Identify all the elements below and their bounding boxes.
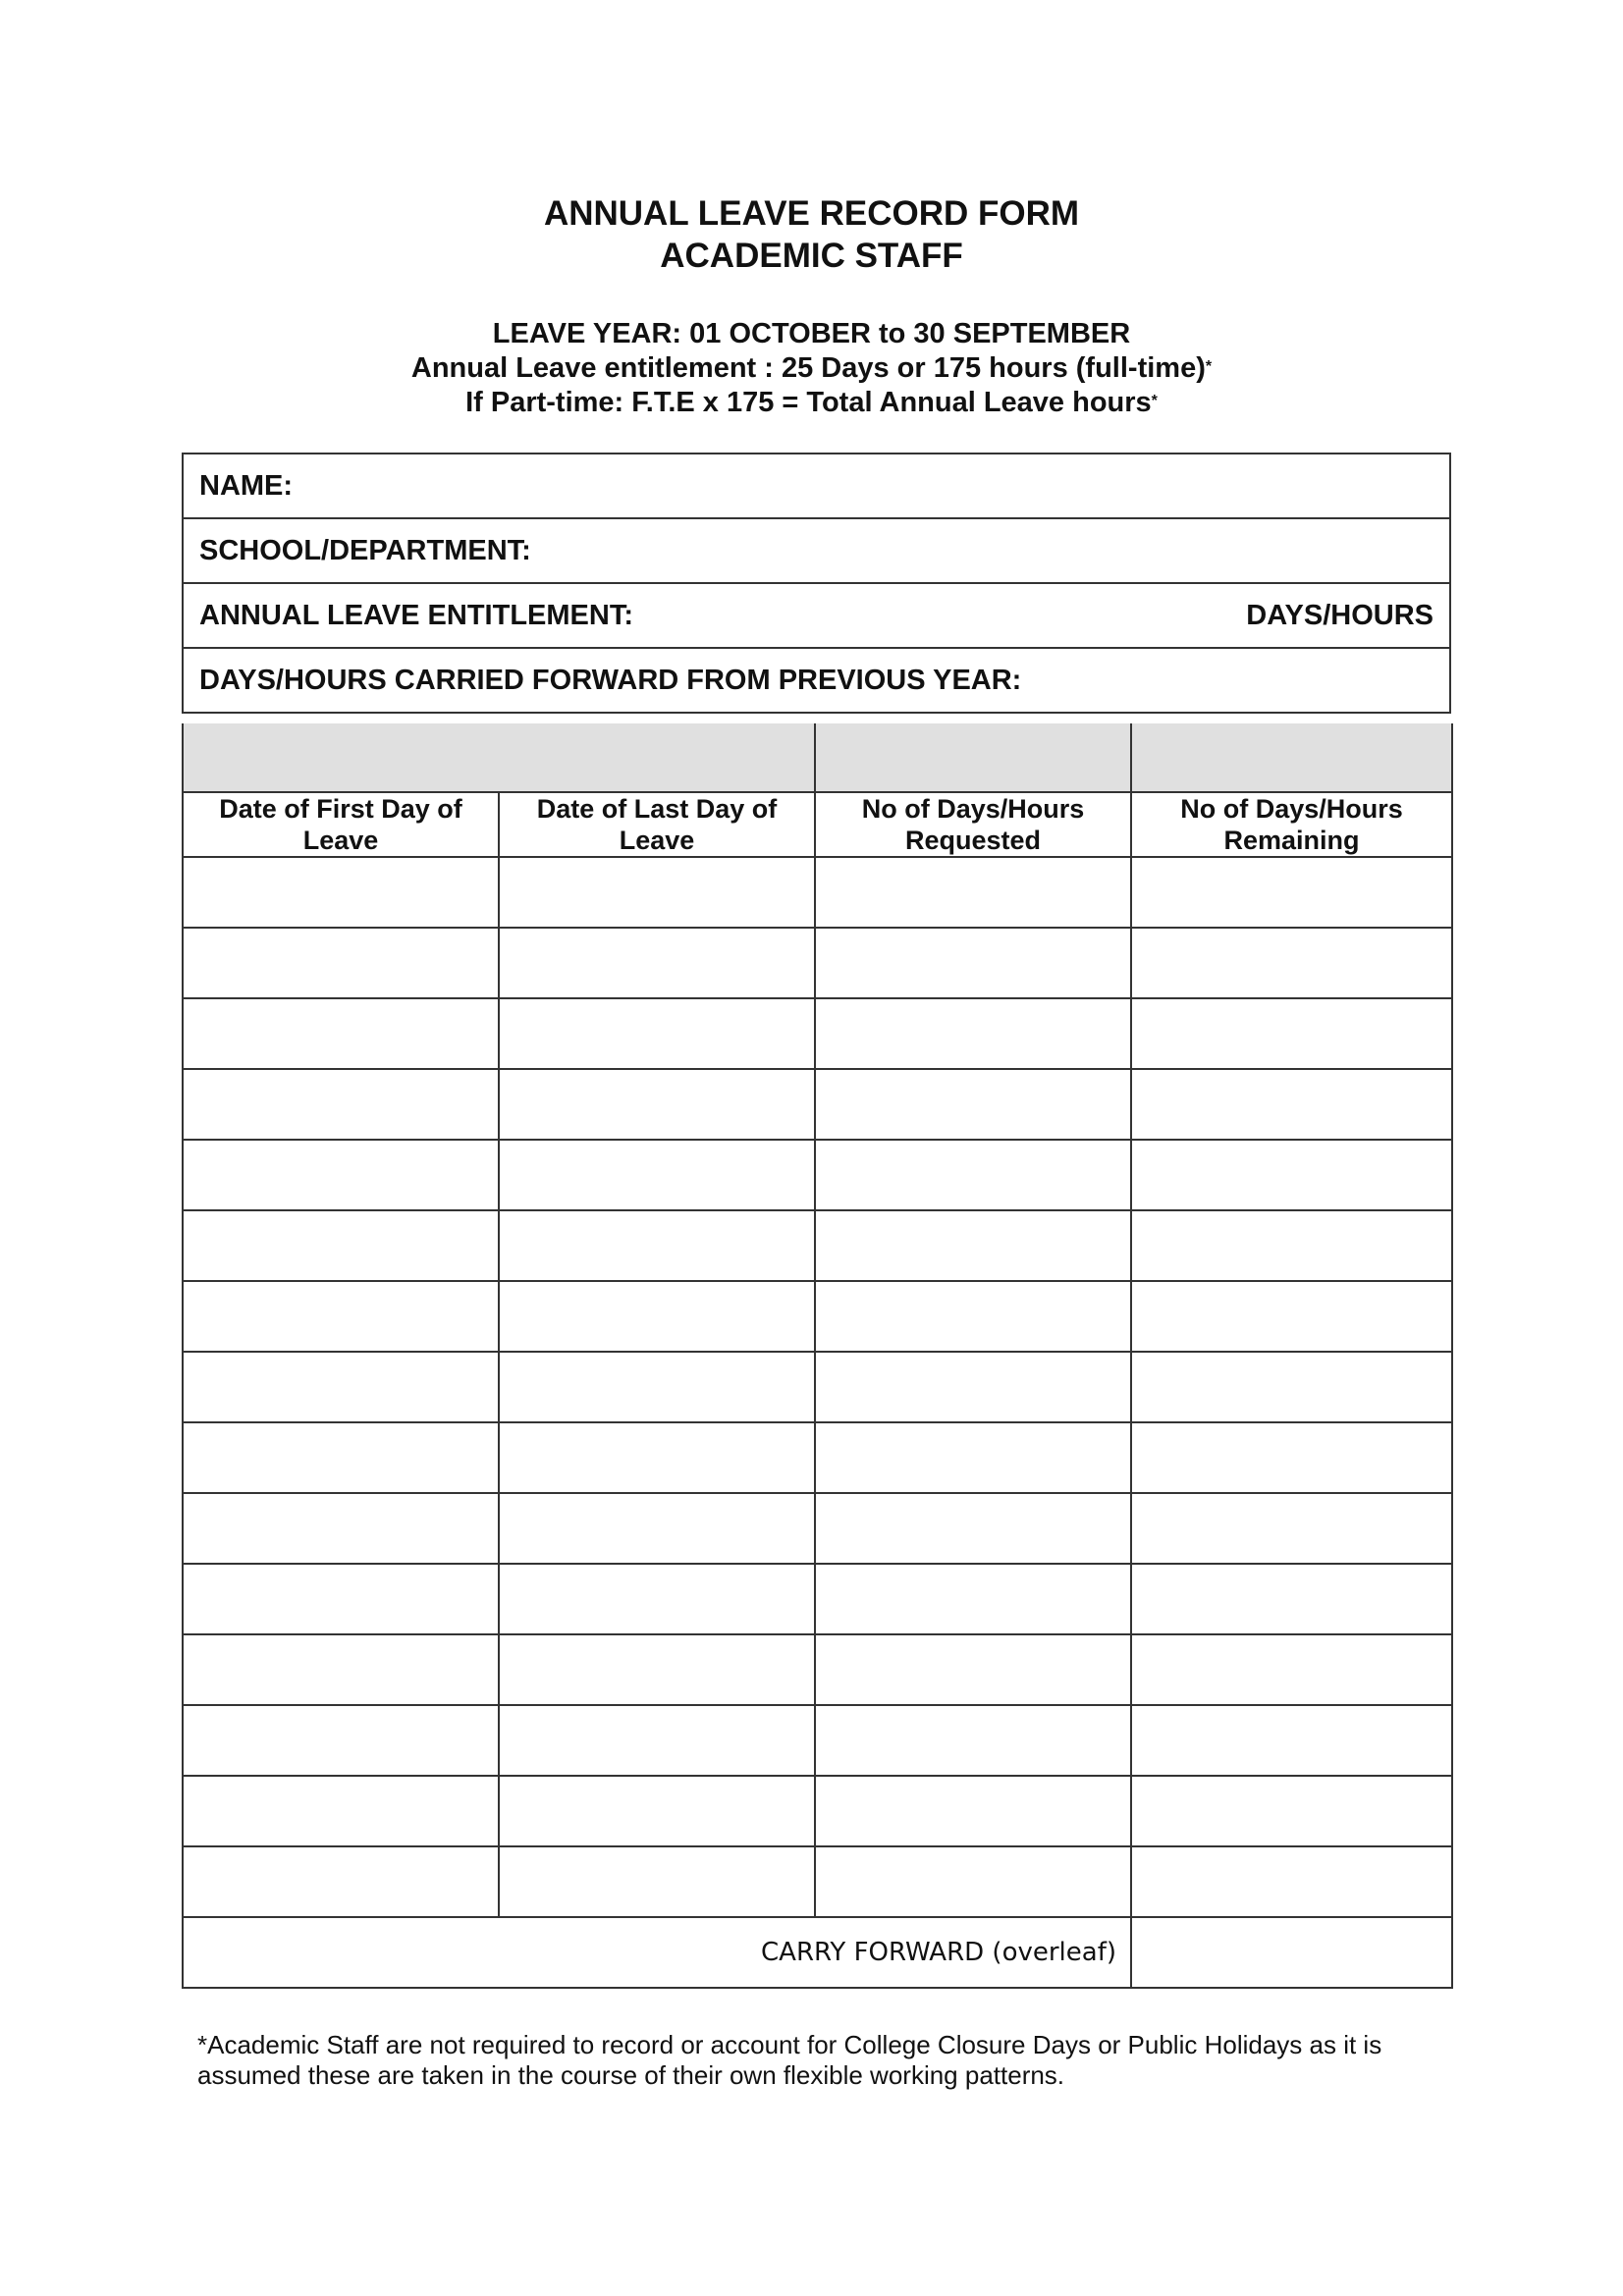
entitlement-unit: DAYS/HOURS — [1246, 599, 1434, 631]
remaining-cell[interactable] — [1131, 1564, 1452, 1634]
requested-cell[interactable] — [815, 857, 1131, 928]
requested-cell[interactable] — [815, 1352, 1131, 1422]
first-day-cell[interactable] — [183, 1564, 499, 1634]
last-day-cell[interactable] — [499, 1493, 815, 1564]
form-title-line1: ANNUAL LEAVE RECORD FORM — [543, 194, 1080, 233]
last-day-cell[interactable] — [499, 998, 815, 1069]
requested-cell[interactable] — [815, 1634, 1131, 1705]
first-day-cell[interactable] — [183, 1705, 499, 1776]
requested-cell[interactable] — [815, 1705, 1131, 1776]
first-day-cell[interactable] — [183, 857, 499, 928]
table-row — [183, 1776, 1452, 1846]
asterisk-mark: * — [1205, 358, 1213, 375]
last-day-cell[interactable] — [499, 857, 815, 928]
parttime-text: If Part-time: F.T.E x 175 = Total Annual Leave hours — [465, 387, 1152, 418]
remaining-cell[interactable] — [1131, 1352, 1452, 1422]
requested-cell[interactable] — [815, 1140, 1131, 1210]
requested-cell[interactable] — [815, 1069, 1131, 1140]
table-row — [183, 1352, 1452, 1422]
requested-cell[interactable] — [815, 1846, 1131, 1917]
remaining-cell[interactable] — [1131, 1210, 1452, 1281]
last-day-cell[interactable] — [499, 1634, 815, 1705]
carried-forward-field[interactable] — [183, 648, 1450, 713]
shaded-cell — [183, 723, 815, 792]
column-header-remaining: No of Days/Hours Remaining — [1131, 792, 1452, 857]
first-day-cell[interactable] — [183, 1069, 499, 1140]
entitlement-line — [0, 350, 1623, 385]
shaded-cell — [815, 723, 1131, 792]
last-day-cell[interactable] — [499, 1776, 815, 1846]
first-day-cell[interactable] — [183, 1140, 499, 1210]
requested-cell[interactable] — [815, 998, 1131, 1069]
first-day-cell[interactable] — [183, 1352, 499, 1422]
remaining-cell[interactable] — [1131, 928, 1452, 998]
remaining-cell[interactable] — [1131, 1140, 1452, 1210]
entitlement-row — [183, 583, 1450, 648]
remaining-cell[interactable] — [1131, 1281, 1452, 1352]
entitlement-field[interactable] — [183, 583, 1450, 648]
column-header-row — [183, 792, 1452, 857]
column-header-first-day: Date of First Day of Leave — [183, 792, 499, 857]
last-day-cell[interactable] — [499, 1352, 815, 1422]
remaining-cell[interactable] — [1131, 1069, 1452, 1140]
requested-cell[interactable] — [815, 1493, 1131, 1564]
name-field[interactable] — [183, 454, 1450, 518]
table-row — [183, 1705, 1452, 1776]
table-row — [183, 928, 1452, 998]
table-row — [183, 998, 1452, 1069]
remaining-cell[interactable] — [1131, 857, 1452, 928]
entitlement-label: ANNUAL LEAVE ENTITLEMENT: — [199, 599, 633, 631]
first-day-cell[interactable] — [183, 1634, 499, 1705]
last-day-cell[interactable] — [499, 1210, 815, 1281]
remaining-cell[interactable] — [1131, 1634, 1452, 1705]
first-day-cell[interactable] — [183, 1493, 499, 1564]
requested-cell[interactable] — [815, 1281, 1131, 1352]
entitlement-text: Annual Leave entitlement : 25 Days or 175 hours (full-time) — [410, 352, 1206, 384]
remaining-cell[interactable] — [1131, 1493, 1452, 1564]
last-day-cell[interactable] — [499, 928, 815, 998]
remaining-cell[interactable] — [1131, 1776, 1452, 1846]
table-row — [183, 1493, 1452, 1564]
first-day-cell[interactable] — [183, 1281, 499, 1352]
footnote: *Academic Staff are not required to record or account for College Closure Days or Public Holidays as it is assumed these are taken in the course of their own flexible working patterns. — [197, 2030, 1382, 2090]
parttime-line — [0, 385, 1623, 419]
column-header-requested: No of Days/Hours Requested — [815, 792, 1131, 857]
remaining-cell[interactable] — [1131, 998, 1452, 1069]
carry-forward-label: CARRY FORWARD (overleaf) — [183, 1917, 1131, 1988]
last-day-cell[interactable] — [499, 1281, 815, 1352]
last-day-cell[interactable] — [499, 1564, 815, 1634]
last-day-cell[interactable] — [499, 1069, 815, 1140]
requested-cell[interactable] — [815, 928, 1131, 998]
remaining-cell[interactable] — [1131, 1705, 1452, 1776]
school-row — [183, 518, 1450, 583]
carried-forward-row — [183, 648, 1450, 713]
first-day-cell[interactable] — [183, 1776, 499, 1846]
name-row — [183, 454, 1450, 518]
table-row — [183, 1069, 1452, 1140]
table-row — [183, 1210, 1452, 1281]
first-day-cell[interactable] — [183, 1422, 499, 1493]
requested-cell[interactable] — [815, 1210, 1131, 1281]
first-day-cell[interactable] — [183, 998, 499, 1069]
table-row — [183, 1564, 1452, 1634]
requested-cell[interactable] — [815, 1422, 1131, 1493]
school-field[interactable] — [183, 518, 1450, 583]
table-row — [183, 1140, 1452, 1210]
name-label: NAME: — [199, 469, 294, 502]
entry-rows — [183, 857, 1452, 1917]
table-row — [183, 1846, 1452, 1917]
requested-cell[interactable] — [815, 1564, 1131, 1634]
first-day-cell[interactable] — [183, 1210, 499, 1281]
first-day-cell[interactable] — [183, 928, 499, 998]
last-day-cell[interactable] — [499, 1705, 815, 1776]
requested-cell[interactable] — [815, 1776, 1131, 1846]
form-title-line2: ACADEMIC STAFF — [660, 237, 963, 275]
remaining-cell[interactable] — [1131, 1846, 1452, 1917]
last-day-cell[interactable] — [499, 1846, 815, 1917]
carried-forward-label: DAYS/HOURS CARRIED FORWARD FROM PREVIOUS YEAR: — [199, 664, 1022, 696]
form-title — [0, 192, 1623, 277]
shaded-cell — [1131, 723, 1452, 792]
school-label: SCHOOL/DEPARTMENT: — [199, 534, 531, 566]
table-row — [183, 1422, 1452, 1493]
remaining-cell[interactable] — [1131, 1422, 1452, 1493]
table-row — [183, 1281, 1452, 1352]
table-row — [183, 1634, 1452, 1705]
carry-forward-row — [183, 1917, 1452, 1988]
carry-forward-value-cell[interactable] — [1131, 1917, 1452, 1988]
last-day-cell[interactable] — [499, 1422, 815, 1493]
form-subtitle — [0, 317, 1623, 419]
staff-details-table — [182, 453, 1451, 714]
leave-record-table — [182, 723, 1453, 1989]
first-day-cell[interactable] — [183, 1846, 499, 1917]
last-day-cell[interactable] — [499, 1140, 815, 1210]
table-row — [183, 857, 1452, 928]
shaded-row — [183, 723, 1452, 792]
column-header-last-day: Date of Last Day of Leave — [499, 792, 815, 857]
asterisk-mark: * — [1151, 393, 1158, 409]
leave-year-line: LEAVE YEAR: 01 OCTOBER to 30 SEPTEMBER — [492, 318, 1131, 349]
